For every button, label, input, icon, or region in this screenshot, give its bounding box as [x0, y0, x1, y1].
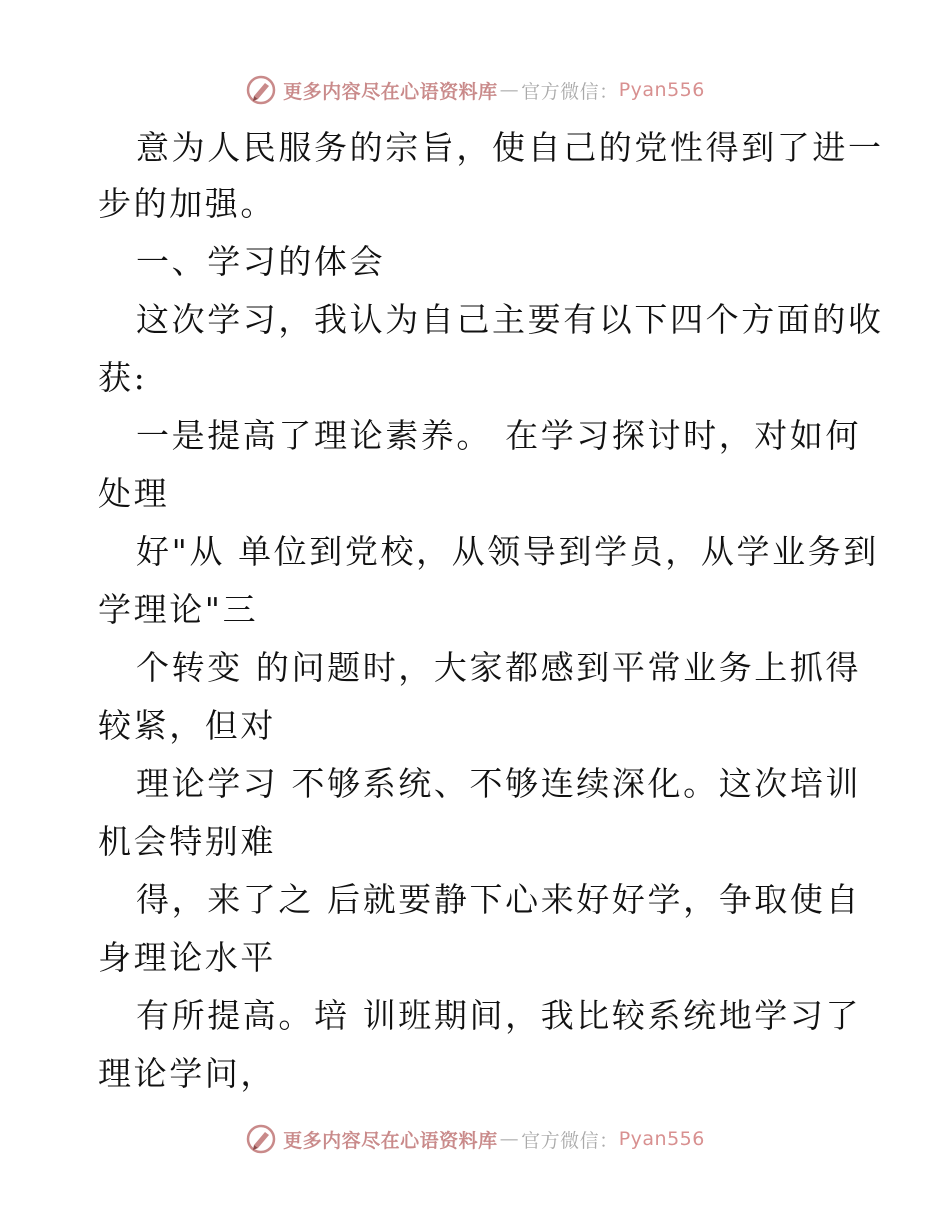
- watermark-wechat-label: 官方微信：: [521, 1129, 619, 1152]
- text-line-12: 理论学习 不够系统、不够连续深化。这次培训: [136, 764, 862, 803]
- text-line-10: 个转变 的问题时，大家都感到平常业务上抓得: [136, 648, 862, 687]
- watermark-wechat-id: Pyan556: [618, 79, 705, 101]
- text-line-17: 理论学问，: [98, 1054, 276, 1093]
- text-line-3: 一、学习的体会: [136, 242, 386, 281]
- text-line-15: 身理论水平: [98, 938, 276, 977]
- watermark-wechat-id: Pyan556: [618, 1128, 705, 1150]
- text-line-16: 有所提高。培 训班期间，我比较系统地学习了: [136, 996, 862, 1035]
- watermark-wechat-label: 官方微信：: [521, 80, 619, 103]
- text-line-6: 一是提高了理论素养。 在学习探讨时，对如何: [136, 416, 862, 455]
- pen-logo-icon: [245, 74, 277, 106]
- watermark-brand: 更多内容尽在心语资料库: [283, 80, 498, 103]
- text-line-14: 得，来了之 后就要静下心来好好学，争取使自: [136, 880, 862, 919]
- pen-logo-icon: [245, 1123, 277, 1155]
- text-line-9: 学理论"三: [98, 590, 259, 629]
- text-line-13: 机会特别难: [98, 822, 276, 861]
- watermark-brand: 更多内容尽在心语资料库: [283, 1129, 498, 1152]
- header-watermark: [0, 70, 950, 110]
- text-line-5: 获:: [98, 358, 148, 397]
- text-line-1: 意为人民服务的宗旨，使自己的党性得到了进一: [136, 128, 884, 167]
- text-line-2: 步的加强。: [98, 184, 276, 223]
- watermark-dash: —: [499, 79, 520, 101]
- watermark-dash: —: [499, 1128, 520, 1150]
- text-line-8: 好"从 单位到党校，从领导到学员，从学业务到: [136, 532, 879, 571]
- text-line-7: 处理: [98, 474, 170, 513]
- footer-watermark: [0, 1119, 950, 1159]
- text-line-11: 较紧，但对: [98, 706, 276, 745]
- text-line-4: 这次学习，我认为自己主要有以下四个方面的收: [136, 300, 884, 339]
